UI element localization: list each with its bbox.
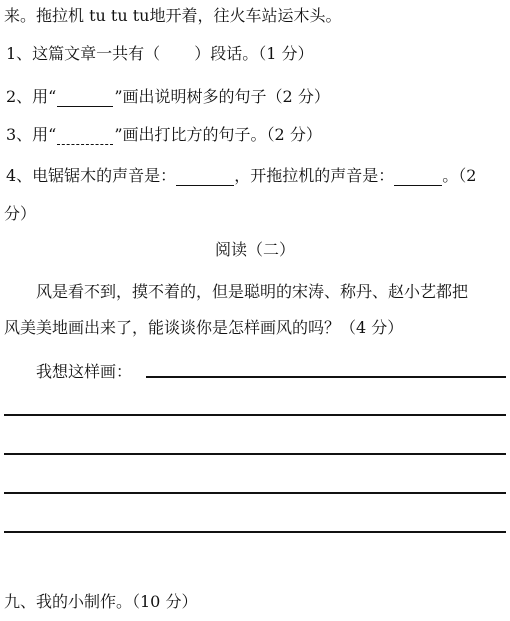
question-3-prefix: 3、用“ — [6, 125, 57, 144]
question-1-suffix: ）段话。（1 分） — [194, 44, 314, 63]
question-3-suffix: ”画出打比方的句子。（2 分） — [114, 125, 322, 144]
question-2 — [6, 87, 330, 107]
solid-underline-sample — [57, 90, 113, 107]
question-4-answer-blank-1[interactable] — [176, 169, 234, 186]
question-4-continuation — [4, 204, 36, 224]
answer-prompt — [36, 362, 132, 382]
reading-2-paragraph-line-2 — [4, 318, 403, 338]
question-2-prefix: 2、用“ — [6, 87, 57, 106]
writing-line-2[interactable] — [4, 414, 506, 416]
reading-2-paragraph-line-1 — [36, 282, 468, 302]
question-4-score: 分） — [4, 204, 37, 223]
section-9-heading — [4, 592, 197, 612]
writing-line-1[interactable] — [146, 376, 506, 378]
question-2-suffix: ”画出说明树多的句子（2 分） — [114, 87, 330, 106]
question-4-middle: ，开拖拉机的声音是： — [234, 166, 395, 185]
question-4-prefix: 4、电锯锯木的声音是： — [6, 166, 177, 185]
question-1 — [6, 44, 313, 64]
question-4-suffix: 。（2 — [442, 166, 477, 185]
writing-line-4[interactable] — [4, 492, 506, 494]
story-ending-text: 来。拖拉机 tu tu tu地开着，往火车站运木头。 — [4, 6, 342, 25]
reading-2-title: 阅读（二） — [214, 240, 295, 259]
answer-label: 我想这样画： — [36, 362, 133, 381]
paragraph-text-2: 风美美地画出来了，能谈谈你是怎样画风的吗？（4 分） — [4, 318, 404, 337]
question-4 — [6, 166, 476, 186]
writing-line-5[interactable] — [4, 531, 506, 533]
question-1-prefix: 1、这篇文章一共有（ — [6, 44, 161, 63]
writing-line-3[interactable] — [4, 453, 506, 455]
question-4-answer-blank-2[interactable] — [394, 169, 442, 186]
section-9-title: 九、我的小制作。（10 分） — [4, 592, 198, 611]
question-3 — [6, 125, 322, 145]
paragraph-text-1: 风是看不到，摸不着的，但是聪明的宋涛、称丹、赵小艺都把 — [36, 282, 469, 301]
dashed-underline-sample — [57, 128, 113, 145]
text-line-1 — [4, 6, 341, 26]
